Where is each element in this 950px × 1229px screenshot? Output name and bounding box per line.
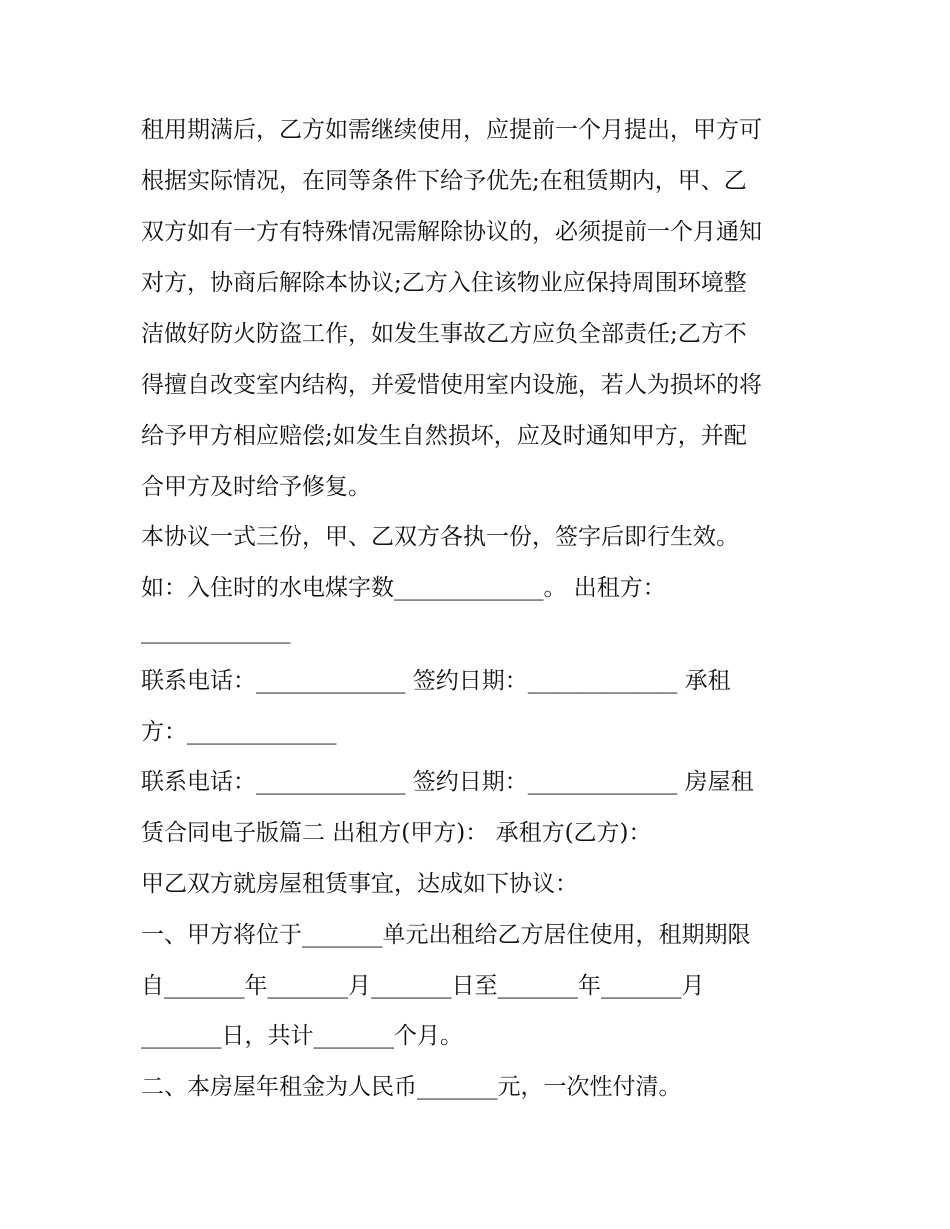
paragraph-line: 甲乙双方就房屋租赁事宜，达成如下协议： <box>141 871 578 897</box>
paragraph-line: 合甲方及时给予修复。 <box>141 474 371 500</box>
paragraph-line: 给予甲方相应赔偿;如发生自然损坏，应及时通知甲方，并配 <box>141 423 747 449</box>
paragraph-line: 如：入住时的水电煤字数_____________。 出租方： <box>141 575 666 601</box>
paragraph-line: 根据实际情况，在同等条件下给予优先;在租赁期内，甲、乙 <box>141 168 747 194</box>
paragraph-line: 联系电话：_____________ 签约日期：_____________ 承租 <box>141 668 731 694</box>
paragraph-line: 一、甲方将位于_______单元出租给乙方居住使用，租期期限 <box>141 922 751 948</box>
paragraph-line: 双方如有一方有特殊情况需解除协议的，必须提前一个月通知 <box>141 219 762 245</box>
paragraph-line: 租用期满后，乙方如需继续使用，应提前一个月提出，甲方可 <box>141 117 762 143</box>
paragraph-line: 方：_____________ <box>141 719 337 745</box>
paragraph-line: 赁合同电子版篇二 出租方(甲方)： 承租方(乙方)： <box>141 820 652 846</box>
paragraph-line: 联系电话：_____________ 签约日期：_____________ 房屋租 <box>141 769 754 795</box>
paragraph-line: 洁做好防火防盗工作，如发生事故乙方应负全部责任;乙方不 <box>141 321 747 347</box>
paragraph-line: 自_______年_______月_______日至_______年_______月 <box>141 973 705 999</box>
signature-blank: _____________ <box>141 618 291 644</box>
paragraph-line: 对方，协商后解除本协议;乙方入住该物业应保持周围环境整 <box>141 270 747 296</box>
paragraph-line: _______日，共计_______个月。 <box>141 1023 463 1049</box>
paragraph-line: 二、本房屋年租金为人民币_______元，一次性付清。 <box>141 1074 682 1100</box>
paragraph-line: 得擅自改变室内结构，并爱惜使用室内设施，若人为损坏的将 <box>141 372 762 398</box>
paragraph-line: 本协议一式三份，甲、乙双方各执一份，签字后即行生效。 <box>141 524 739 550</box>
